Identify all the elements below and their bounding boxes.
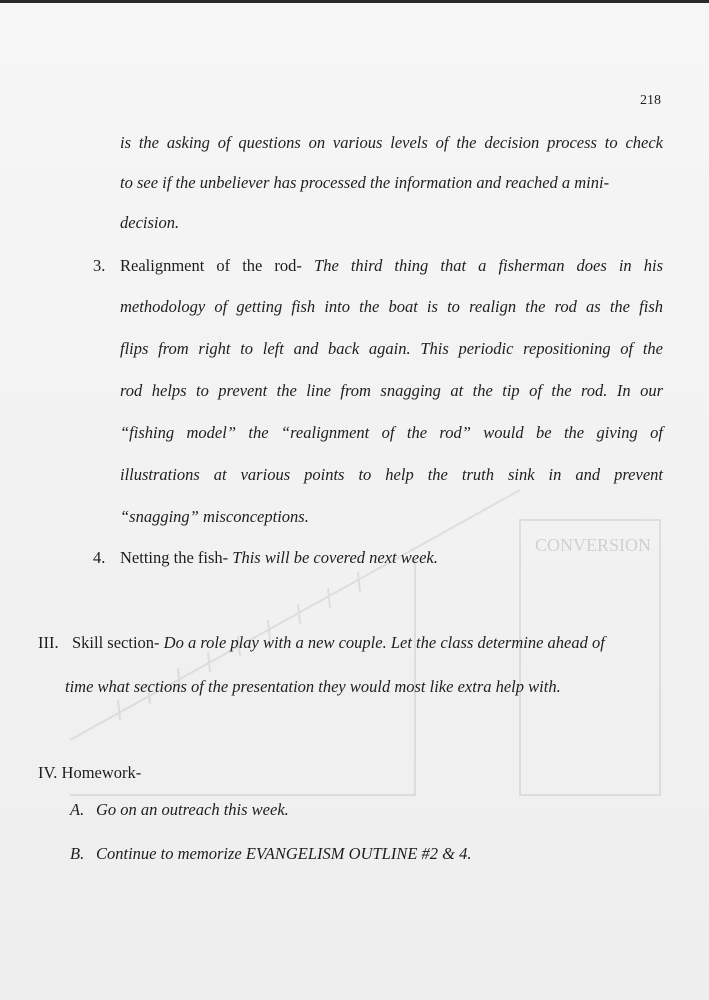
item-3-label: Realignment of the rod- [120, 256, 302, 275]
continuation-line-3: decision. [120, 213, 180, 232]
item-3-line-2: methodology of getting fish into the boat is to realign the rod as the fish [120, 297, 663, 316]
page-top-edge [0, 0, 709, 3]
section-3-first-line [72, 633, 605, 653]
homework-item-a-marker: A. [70, 800, 85, 819]
item-3-line-6: illustrations at various points to help the truth sink in and prevent [120, 465, 663, 484]
continuation-line-1: is the asking of questions on various levels of the decision process to check [120, 133, 663, 152]
section-3-label: Skill section- [72, 633, 160, 652]
item-3-line-7: “snagging” misconceptions. [120, 507, 309, 526]
diagram-conversion-label: CONVERSION [535, 535, 652, 555]
section-3-numeral: III. [38, 633, 59, 652]
item-3-line-4: rod helps to prevent the line from snagging at the tip of the rod. In our [120, 381, 663, 400]
continuation-line-2: to see if the unbeliever has processed the information and reached a mini- [120, 173, 610, 192]
diagram-diagonal-line [70, 490, 520, 740]
item-4-label: Netting the fish- [120, 548, 229, 567]
item-4-text: This will be covered next week. [232, 548, 438, 567]
homework-item-a-text: Go on an outreach this week. [96, 800, 289, 819]
item-4-marker: 4. [93, 548, 106, 567]
item-3-line-5: “fishing model” the “realignment of the rod” would be the giving of [120, 423, 663, 442]
item-4-line [120, 548, 438, 568]
item-3-line-3: flips from right to left and back again. This periodic repositioning of the [120, 339, 663, 358]
item-3-line-1-text: The third thing that a fisherman does in his [314, 256, 663, 275]
item-3-marker: 3. [93, 256, 106, 275]
section-3-line-2: time what sections of the presentation they would most like extra help with. [65, 677, 561, 696]
homework-item-b-marker: B. [70, 844, 85, 863]
section-4-heading: IV. Homework- [38, 763, 142, 782]
item-3-first-line [120, 256, 663, 276]
section-3-line-1-text: Do a role play with a new couple. Let the class determine ahead of [163, 633, 605, 652]
page-number: 218 [640, 93, 661, 108]
diagram-conversion-box [520, 520, 660, 795]
homework-item-b-text: Continue to memorize EVANGELISM OUTLINE #2 & 4. [96, 844, 472, 863]
